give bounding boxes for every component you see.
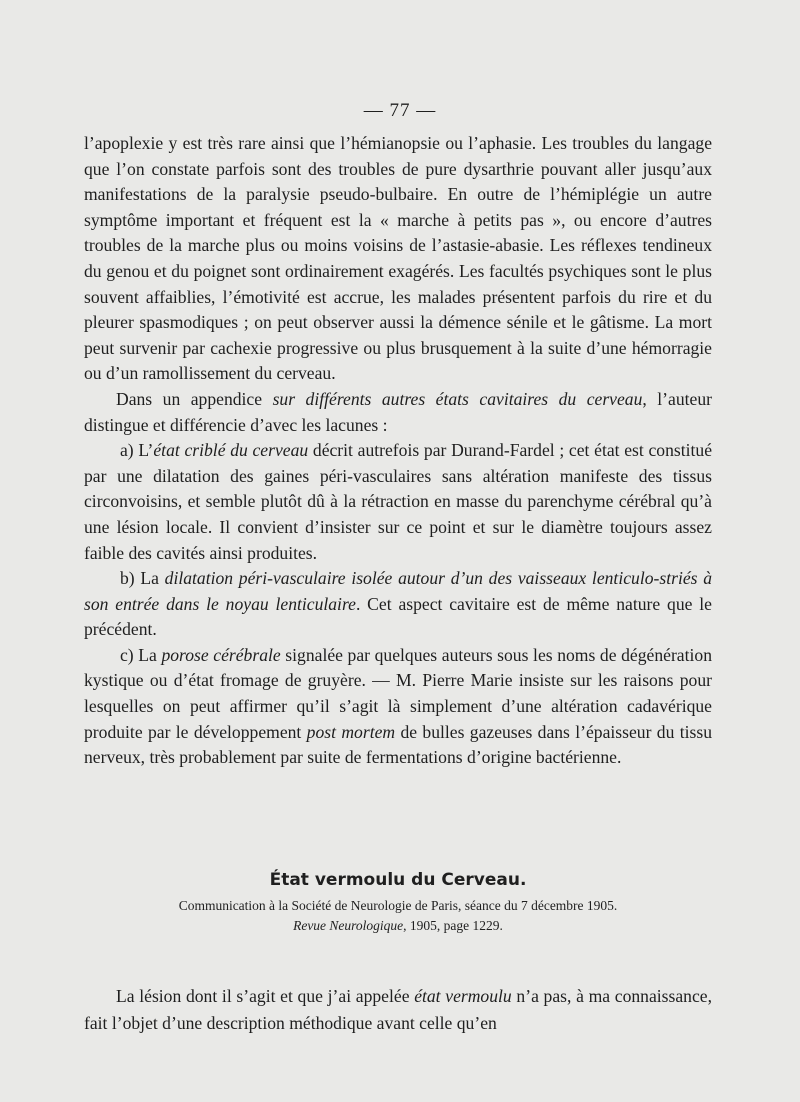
paragraph-item-a (84, 438, 712, 566)
main-text (84, 131, 712, 771)
paragraph-appendice-text: Dans un appendice (116, 388, 273, 409)
section-heading-block (84, 868, 712, 936)
item-c-emphasis-post-mortem: post mortem (306, 721, 396, 742)
item-a-emphasis: état criblé du cerveau (153, 440, 309, 461)
item-c-text: signalée par quelques auteurs sous les noms de dégénération kystique ou d’état fromage de gruyère. — M. Pierre Marie insiste sur les raisons pour lesquelles on peut affirmer qu’il s’agit là simplement d’une altération cadavérique produite par le développement (84, 644, 712, 742)
paragraph-appendice-text-end: , l’auteur distingue et différencie d’avec les lacunes : (84, 388, 712, 435)
item-c-label: c) La (120, 644, 162, 665)
paragraph-item-b (84, 566, 712, 643)
lesion-text-end: n’a pas, à ma connaissance, fait l’objet d’une description méthodique avant celle qu’en (84, 986, 712, 1033)
lesion-text: La lésion dont il s’agit et que j’ai appelée (116, 986, 415, 1006)
page-number: — 77 — (363, 100, 437, 121)
lesion-emphasis: état vermoulu (414, 986, 512, 1006)
reference-journal: Revue Neurologique (293, 918, 404, 933)
item-c-emphasis: porose cérébrale (161, 644, 281, 665)
item-a-text: décrit autrefois par Durand-Fardel ; cet état est constitué par une dilatation des gaines péri-vasculaires sans altération manifeste des tissus circonvoisins, et semble plutôt dû à la rétraction en masse du parenchyme cérébral qu’à une lésion locale. Il convient d’insister sur ce point et sur le diamètre toujours assez faible des cavités ainsi produites. (84, 440, 713, 563)
section-reference (84, 916, 712, 936)
section-title: État vermoulu du Cerveau. (269, 870, 527, 890)
item-b-text: . Cet aspect cavitaire est de même nature que le précédent. (84, 593, 712, 640)
section-communication: Communication à la Société de Neurologie de Paris, séance du 7 décembre 1905. (178, 898, 618, 913)
paragraph-item-c (84, 643, 712, 771)
item-b-label: b) La (120, 568, 165, 589)
reference-details: , 1905, page 1229. (403, 918, 503, 933)
item-c-text-end: de bulles gazeuses dans l’épaisseur du tissu nerveux, très probablement par suite de fermentations d’origine bactérienne. (84, 721, 713, 768)
paragraph-lesion (84, 983, 712, 1037)
paragraph-apoplexie: l’apoplexie y est très rare ainsi que l’hémianopsie ou l’aphasie. Les troubles du langage que l’on constate parfois sont des troubles de pure dysarthrie pouvant aller jusqu’aux manifestations de la paralysie pseudo-bulbaire. En outre de l’hémiplégie un autre symptôme important et fréquent est la « marche à petits pas », ou encore d’autres troubles de la marche plus ou moins voisins de l’astasie-abasie. Les réflexes tendineux du genou et du poignet sont ordinairement exagérés. Les facultés psychiques sont le plus souvent affaiblies, l’émotivité est accrue, les malades présentent parfois du rire et du pleurer spasmodiques ; on peut observer aussi la démence sénile et le gâtisme. La mort peut survenir par cachexie progressive ou plus brusquement à la suite d’une hémorragie ou d’un ramollissement du cerveau. (84, 133, 712, 384)
item-b-emphasis: dilatation péri-vasculaire isolée autour d’un des vaisseaux lenticulo-striés à son entrée dans le noyau lenticulaire (84, 568, 712, 614)
paragraph-appendice-emphasis: sur différents autres états cavitaires du cerveau (272, 388, 643, 409)
item-a-label: a) L’ (120, 440, 154, 461)
paragraph-appendice (84, 387, 712, 438)
section-text (84, 983, 712, 1037)
